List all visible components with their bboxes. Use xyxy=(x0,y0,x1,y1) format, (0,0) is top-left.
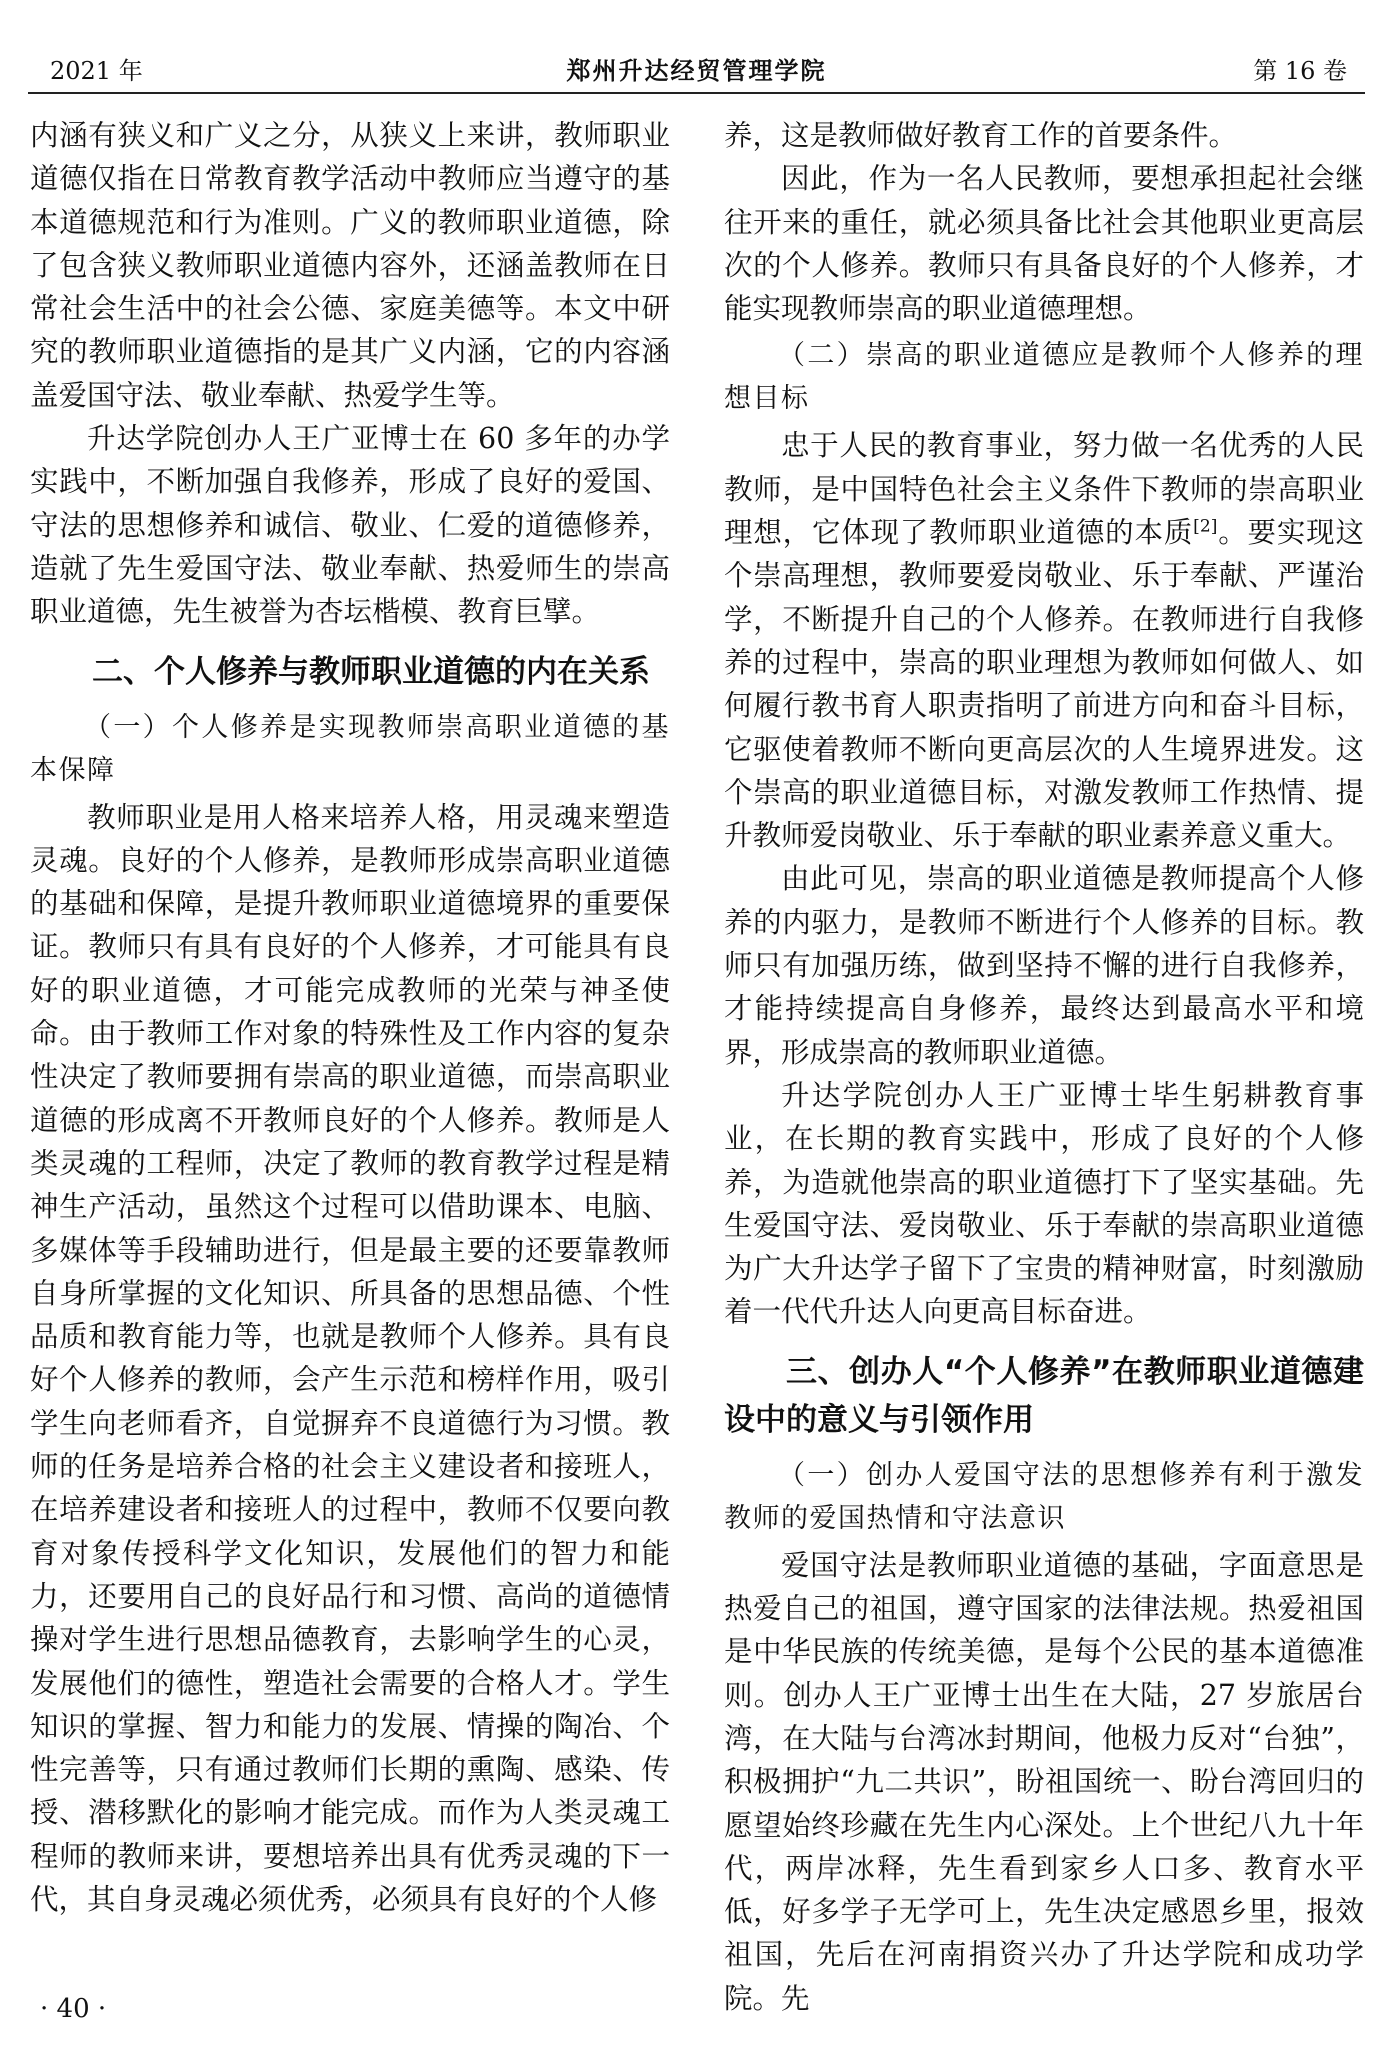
left-column xyxy=(30,114,670,1921)
page-number: · 40 · xyxy=(40,1994,107,2024)
header-year: 2021 年 xyxy=(50,57,143,85)
paragraph-text: 。要实现这个崇高理想，教师要爱岗敬业、乐于奉献、严谨治学，不断提升自己的个人修养。在教师进行自我修养的过程中，崇高的职业理想为教师如何做人、如何履行教书育人职责指明了前进方向和奋斗目标，它驱使着教师不断向更高层次的人生境界进发。这个崇高的职业道德目标，对激发教师工作热情、提升教师爱岗敬业、乐于奉献的职业素养意义重大。 xyxy=(724,516,1364,853)
paragraph: 爱国守法是教师职业道德的基础，字面意思是热爱自己的祖国，遵守国家的法律法规。热爱祖国是中华民族的传统美德，是每个公民的基本道德准则。创办人王广亚博士出生在大陆，27 岁旅居台湾，在大陆与台湾冰封期间，他极力反对“台独”，积极拥护“九二共识”，盼祖国统一、盼台湾回归的愿望始终珍藏在先生内心深处。上个世纪八九十年代，两岸冰释，先生看到家乡人口多、教育水平低，好多学子无学可上，先生决定感恩乡里，报效祖国，先后在河南捐资兴办了升达学院和成功学院。先 xyxy=(724,1548,1364,2015)
running-header xyxy=(28,54,1365,94)
subsection-heading: （一）个人修养是实现教师崇高职业道德的基本保障 xyxy=(30,711,670,786)
paragraph-text: 忠于人民的教育事业，努力做一名优秀的人民教师，是中国特色社会主义条件下教师的崇高职业理想，它体现了教师职业道德的本质 xyxy=(724,429,1364,550)
paragraph: 升达学院创办人王广亚博士毕生躬耕教育事业，在长期的教育实践中，形成了良好的个人修养，为造就他崇高的职业道德打下了坚实基础。先生爱国守法、爱岗敬业、乐于奉献的崇高职业道德为广大升达学子留下了宝贵的精神财富，时刻激励着一代代升达人向更高目标奋进。 xyxy=(724,1078,1364,1329)
subsection-heading: （一）创办人爱国守法的思想修养有利于激发教师的爱国热情和守法意识 xyxy=(724,1459,1364,1534)
paragraph xyxy=(724,424,1364,857)
section-heading: 二、个人修养与教师职业道德的内在关系 xyxy=(92,653,650,690)
paragraph: 养，这是教师做好教育工作的首要条件。 xyxy=(724,119,1238,152)
paragraph: 因此，作为一名人民教师，要想承担起社会继往开来的重任，就必须具备比社会其他职业更高层次的个人修养。教师只有具备良好的个人修养，才能实现教师崇高的职业道德理想。 xyxy=(724,162,1364,326)
subsection-heading: （二）崇高的职业道德应是教师个人修养的理想目标 xyxy=(724,340,1364,415)
paragraph: 升达学院创办人王广亚博士在 60 多年的办学实践中，不断加强自我修养，形成了良好的爱国、守法的思想修养和诚信、敬业、仁爱的道德修养，造就了先生爱国守法、敬业奉献、热爱师生的崇高职业道德，先生被誉为杏坛楷模、教育巨擘。 xyxy=(30,422,670,629)
paragraph: 教师职业是用人格来培养人格，用灵魂来塑造灵魂。良好的个人修养，是教师形成崇高职业道德的基础和保障，是提升教师职业道德境界的重要保证。教师只有具有良好的个人修养，才可能具有良好的职业道德，才可能完成教师的光荣与神圣使命。由于教师工作对象的特殊性及工作内容的复杂性决定了教师要拥有崇高的职业道德，而崇高职业道德的形成离不开教师良好的个人修养。教师是人类灵魂的工程师，决定了教师的教育教学过程是精神生产活动，虽然这个过程可以借助课本、电脑、多媒体等手段辅助进行，但是最主要的还要靠教师自身所掌握的文化知识、所具备的思想品德、个性品质和教育能力等，也就是教师个人修养。具有良好个人修养的教师，会产生示范和榜样作用，吸引学生向老师看齐，自觉摒弃不良道德行为习惯。教师的任务是培养合格的社会主义建设者和接班人，在培养建设者和接班人的过程中，教师不仅要向教育对象传授科学文化知识，发展他们的智力和能力，还要用自己的良好品行和习惯、高尚的道德情操对学生进行思想品德教育，去影响学生的心灵，发展他们的德性，塑造社会需要的合格人才。学生知识的掌握、智力和能力的发展、情操的陶冶、个性完善等，只有通过教师们长期的熏陶、感染、传授、潜移默化的影响才能完成。而作为人类灵魂工程师的教师来讲，要想培养出具有优秀灵魂的下一代，其自身灵魂必须优秀，必须具有良好的个人修 xyxy=(30,800,670,1916)
paragraph: 由此可见，崇高的职业道德是教师提高个人修养的内驱力，是教师不断进行个人修养的目标。教师只有加强历练，做到坚持不懈的进行自我修养，才能持续提高自身修养，最终达到最高水平和境界，形成崇高的教师职业道德。 xyxy=(724,862,1364,1069)
paragraph: 内涵有狭义和广义之分，从狭义上来讲，教师职业道德仅指在日常教育教学活动中教师应当遵守的基本道德规范和行为准则。广义的教师职业道德，除了包含狭义教师职业道德内容外，还涵盖教师在日常社会生活中的社会公德、家庭美德等。本文中研究的教师职业道德指的是其广义内涵，它的内容涵盖爱国守法、敬业奉献、热爱学生等。 xyxy=(30,119,670,412)
header-journal-title: 郑州升达经贸管理学院 xyxy=(566,56,827,85)
section-heading: 三、创办人“个人修养”在教师职业道德建设中的意义与引领作用 xyxy=(724,1353,1364,1438)
citation-ref: [2] xyxy=(1193,516,1218,537)
right-column xyxy=(724,114,1364,2020)
header-volume: 第 16 卷 xyxy=(1253,57,1347,85)
